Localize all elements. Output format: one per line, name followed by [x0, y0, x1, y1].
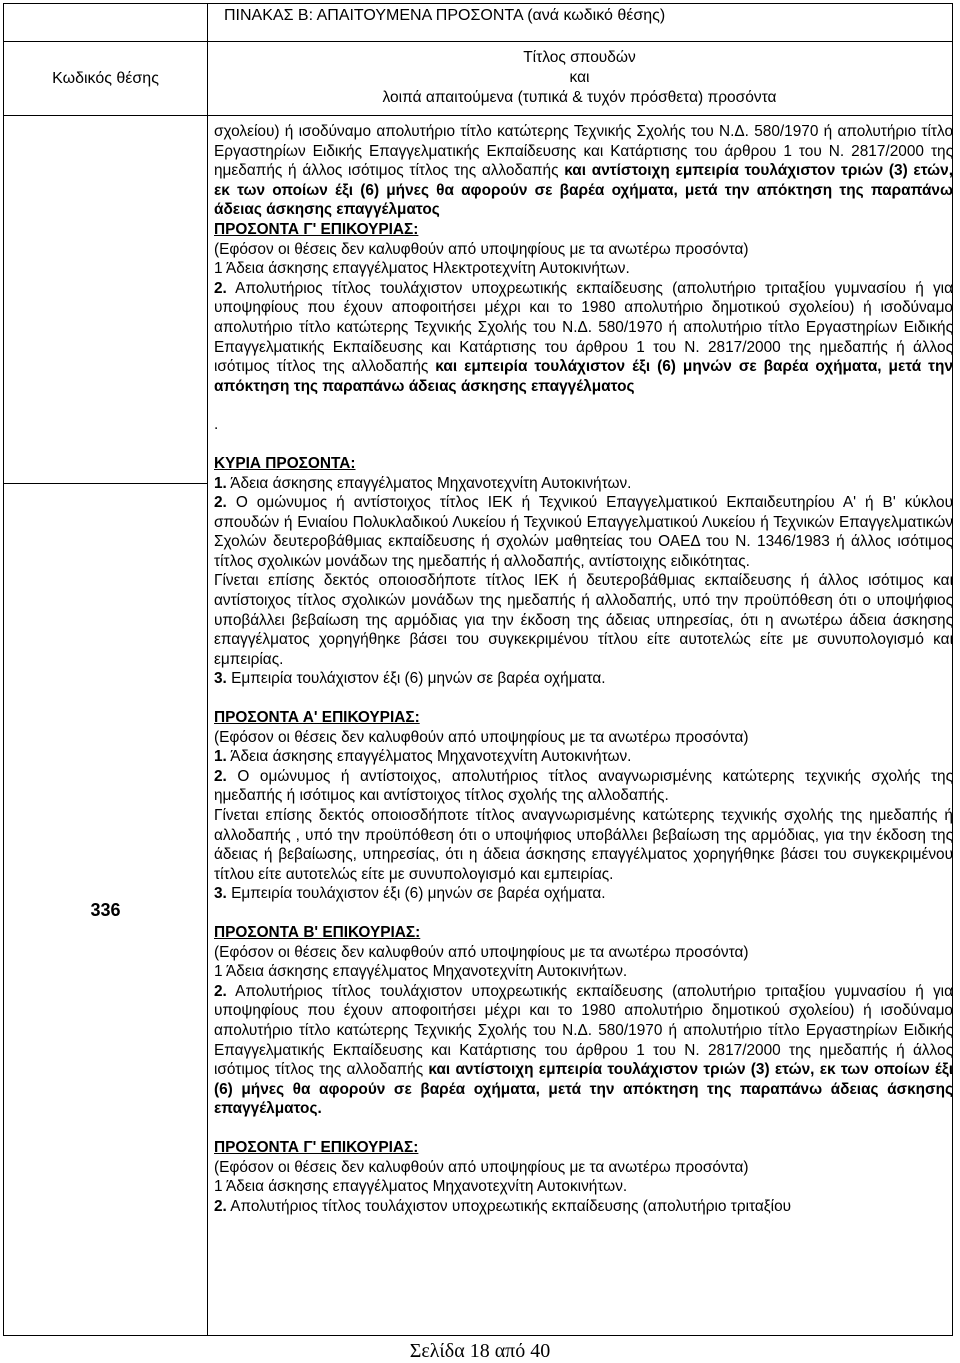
text: σχολείου) ή ισοδύναμο απολυτήριο τίτλο κατώτερης Τεχνικής Σχολής του Ν.Δ. 580/1970 ή απολυτήριο τίτλο Εργαστηρίων Ειδικής Επαγγελματικής Εκπαίδευσης και Κατάρτισης του άρθρου 1 του Ν. 2817/2000 της ημεδαπής ή άλλος ισότιμος τίτλος της αλλοδαπής: [214, 123, 953, 180]
section-note: (Εφόσον οι θέσεις δεν καλυφθούν από υποψηφίους με τα ανωτέρω προσόντα): [214, 943, 749, 961]
text: Εμπειρία τουλάχιστον έξι (6) μηνών σε βαρέα οχήματα.: [226, 670, 606, 688]
separator-dot: .: [214, 416, 219, 434]
code-column-header: Κωδικός θέσης: [52, 70, 159, 87]
paragraph: [214, 122, 953, 220]
section-note: (Εφόσον οι θέσεις δεν καλυφθούν από υποψηφίους με τα ανωτέρω προσόντα): [214, 728, 749, 746]
item-number: 2.: [214, 279, 227, 297]
section-heading: ΠΡΟΣΟΝΤΑ Β' ΕΠΙΚΟΥΡΙΑΣ:: [214, 923, 421, 941]
text: Απολυτήριος τίτλος τουλάχιστον υποχρεωτικής εκπαίδευσης (απολυτήριο τριταξίου: [226, 1197, 792, 1215]
column-divider: [207, 4, 208, 1335]
list-item: 1 Άδεια άσκησης επαγγέλματος Μηχανοτεχνίτη Αυτοκινήτων.: [214, 963, 628, 981]
position-code: 336: [90, 900, 121, 920]
item-number: 2.: [214, 1197, 227, 1215]
section-heading: ΠΡΟΣΟΝΤΑ Γ' ΕΠΙΚΟΥΡΙΑΣ:: [214, 1138, 419, 1156]
requirements-content: [214, 122, 953, 1216]
bold-text: και εμπειρία τουλάχιστον έξι (6) μηνών σε βαρέα οχήματα, μετά την απόκτηση της παραπάνω άδειας άσκησης επαγγέλματος: [214, 358, 953, 395]
list-item: [214, 747, 953, 767]
table-caption: ΠΙΝΑΚΑΣ Β: ΑΠΑΙΤΟΥΜΕΝΑ ΠΡΟΣΟΝΤΑ (ανά κωδικό θέσης): [224, 7, 666, 24]
text: Απολυτήριος τίτλος τουλάχιστον υποχρεωτικής εκπαίδευσης (απολυτήριο τριταξίου γυμνασίου ή για υποψηφίους που έχουν αποφοιτήσει μέχρι και το 1980 απολυτήριο δημοτικού σχολείου) ή ισοδύναμο απολυτήριο τίτλο κατώτερης Τεχνικής Σχολής του Ν.Δ. 580/1970 ή απολυτήριο τίτλο Εργαστηρίων Ειδικής Επαγγελματικής Εκπαίδευσης και Κατάρτισης του άρθρου 1 του Ν. 2817/2000 της ημεδαπής ή άλλος ισότιμος τίτλος της αλλοδαπής: [214, 982, 953, 1079]
section-heading: ΚΥΡΙΑ ΠΡΟΣΟΝΤΑ:: [214, 454, 356, 472]
list-item: [214, 493, 953, 571]
item-number: 2.: [214, 982, 227, 1000]
text: Ο ομώνυμος ή αντίστοιχος τίτλος ΙΕΚ ή Τεχνικού Επαγγελματικού Εκπαιδευτηρίου Α' ή Β' κύκλου σπουδών ή Ενιαίου Πολυκλαδικού Λυκείου ή Τεχνικού Επαγγελματικού Λυκείου ή Τεχνικών Επαγγελματικών Σχολών δευτεροβάθμιας εκπαίδευσης ή σχολών μαθητείας του ΟΑΕΔ του Ν. 1346/1983 ή άλλος ισότιμος τίτλος σχολικών μονάδων της ημεδαπής ή αλλοδαπής, αντίστοιχης ειδικότητας.: [214, 494, 953, 570]
item-number: 1.: [214, 748, 227, 766]
text: Άδεια άσκησης επαγγέλματος Μηχανοτεχνίτη Αυτοκινήτων.: [226, 748, 632, 766]
paragraph: Γίνεται επίσης δεκτός οποιοσδήποτε τίτλος αναγνωρισμένης κατώτερης τεχνικής σχολής της ημεδαπής ή αλλοδαπής , υπό την προϋπόθεση ότι ο υποψήφιος υποβάλλει βεβαίωση της αρμόδιας, για την έκδοση της άδειας ή βεβαίωσης, υπηρεσίας, ότι η άδεια άσκησης επαγγέλματος χορηγήθηκε βάσει του συγκεκριμένου τίτλου είτε αυτοτελώς είτε με συνυπολογισμό και εμπειρίας.: [214, 807, 953, 883]
item-number: 2.: [214, 494, 227, 512]
item-number: 3.: [214, 885, 227, 903]
title-header-line1: Τίτλος σπουδών: [523, 49, 636, 66]
bold-text: και αντίστοιχη εμπειρία τουλάχιστον τριών (3) ετών, εκ των οποίων έξι (6) μήνες θα αφορούν σε βαρέα οχήματα, μετά την απόκτηση της παραπάνω άδειας άσκησης επαγγέλματος.: [214, 1061, 953, 1118]
item-number: 2.: [214, 767, 227, 785]
item-number: 3.: [214, 670, 227, 688]
list-item: [214, 669, 953, 689]
list-item: [214, 767, 953, 806]
paragraph: Γίνεται επίσης δεκτός οποιοσδήποτε τίτλος ΙΕΚ ή δευτεροβάθμιας εκπαίδευσης ή άλλος ισότιμος και αντίστοιχος τίτλος σχολικών μονάδων της ημεδαπής ή αλλοδαπής, υπό την προϋπόθεση ότι ο υποψήφιος υποβάλλει βεβαίωση της αρμόδιας για την έκδοση της άδειας υπηρεσίας, ότι η ανωτέρω άδεια άσκησης επαγγέλματος χορηγήθηκε βάσει του συγκεκριμένου τίτλου είτε αυτοτελώς είτε με συνυπολογισμό και εμπειρίας.: [214, 572, 953, 668]
text: Ο ομώνυμος ή αντίστοιχος, απολυτήριος τίτλος αναγνωρισμένης κατώτερης τεχνικής σχολής της ημεδαπής ή ισότιμος και αντίστοιχος τίτλος σχολής της αλλοδαπής.: [214, 767, 953, 805]
requirements-table: [3, 3, 953, 1336]
list-item: [214, 982, 953, 1119]
list-item: [214, 1197, 953, 1217]
title-column-header: [207, 48, 952, 108]
title-header-line3: λοιπά απαιτούμενα (τυπικά & τυχόν πρόσθετα) προσόντα: [382, 89, 777, 106]
section-heading: ΠΡΟΣΟΝΤΑ Α' ΕΠΙΚΟΥΡΙΑΣ:: [214, 709, 420, 727]
bold-text: και αντίστοιχη εμπειρία τουλάχιστον τριών (3) ετών, εκ των οποίων έξι (6) μήνες θα αφορούν σε βαρέα οχήματα, μετά την απόκτηση της παραπάνω άδειας άσκησης επαγγέλματος: [214, 162, 953, 219]
list-item: [214, 884, 953, 904]
caption-divider: [4, 41, 952, 42]
section-note: (Εφόσον οι θέσεις δεν καλυφθούν από υποψηφίους με τα ανωτέρω προσόντα): [214, 1158, 749, 1176]
header-divider: [4, 115, 952, 116]
section-heading: ΠΡΟΣΟΝΤΑ Γ' ΕΠΙΚΟΥΡΙΑΣ:: [214, 220, 419, 238]
code-cell-divider: [4, 483, 207, 484]
text: Απολυτήριος τίτλος τουλάχιστον υποχρεωτικής εκπαίδευσης (απολυτήριο τριταξίου γυμνασίου ή για υποψηφίους που έχουν αποφοιτήσει μέχρι και το 1980 απολυτήριο δημοτικού σχολείου) ή ισοδύναμο απολυτήριο τίτλο κατώτερης Τεχνικής Σχολής του Ν.Δ. 580/1970 ή απολυτήριο τίτλο Εργαστηρίων Ειδικής Επαγγελματικής Εκπαίδευσης και Κατάρτισης του άρθρου 1 του Ν. 2817/2000 της ημεδαπής ή άλλος ισότιμος τίτλος της αλλοδαπής: [214, 279, 953, 376]
text: Άδεια άσκησης επαγγέλματος Μηχανοτεχνίτη Αυτοκινήτων.: [226, 474, 632, 492]
list-item: 1 Άδεια άσκησης επαγγέλματος Ηλεκτροτεχνίτη Αυτοκινήτων.: [214, 260, 630, 278]
text: Εμπειρία τουλάχιστον έξι (6) μηνών σε βαρέα οχήματα.: [226, 885, 606, 903]
page-number-footer: Σελίδα 18 από 40: [409, 1340, 551, 1362]
list-item: [214, 279, 953, 397]
list-item: 1 Άδεια άσκησης επαγγέλματος Μηχανοτεχνίτη Αυτοκινήτων.: [214, 1178, 628, 1196]
title-header-line2: και: [569, 69, 590, 86]
section-note: (Εφόσον οι θέσεις δεν καλυφθούν από υποψηφίους με τα ανωτέρω προσόντα): [214, 240, 749, 258]
list-item: [214, 474, 953, 494]
item-number: 1.: [214, 474, 227, 492]
